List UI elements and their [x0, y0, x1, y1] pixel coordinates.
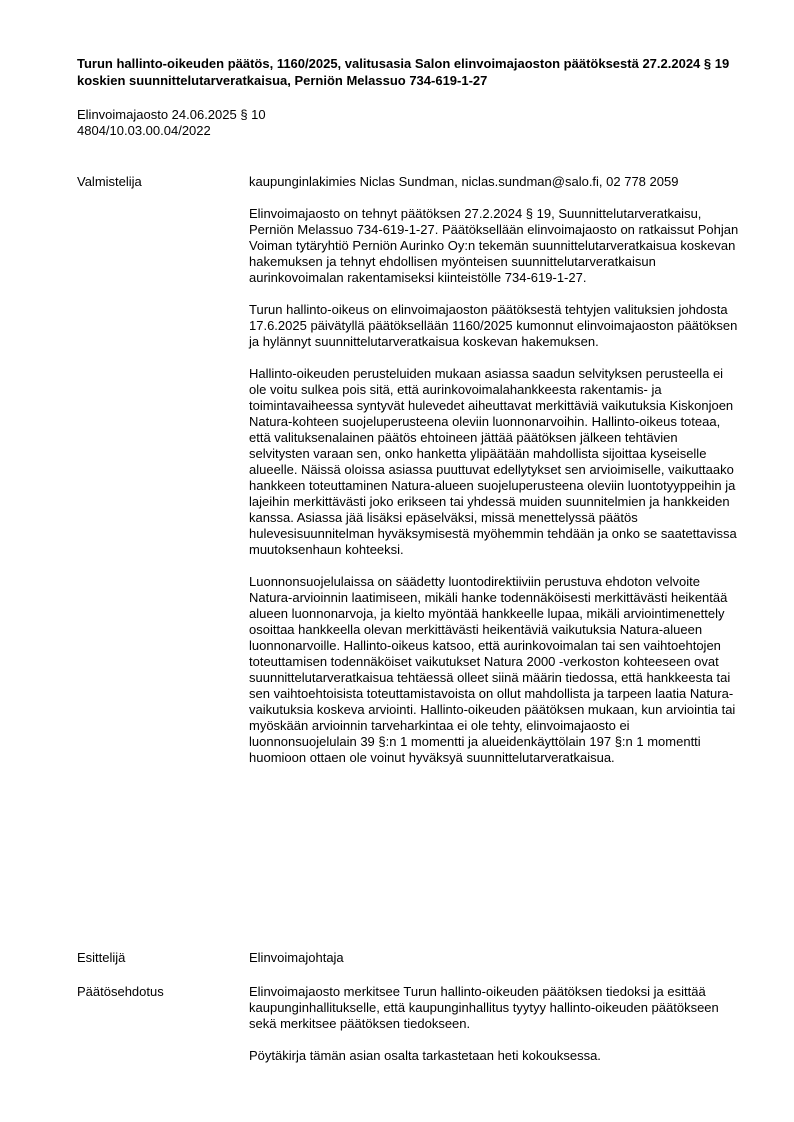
proposal-paragraph: Elinvoimajaosto merkitsee Turun hallinto-oikeuden päätöksen tiedoksi ja esittää kaupunginhallitukselle, että kaupunginhallitus tyytyy hallinto-oikeuden päätökseen sekä merkitsee päätöksen tiedokseen. — [249, 984, 719, 1031]
esittelija-value: Elinvoimajohtaja — [249, 950, 344, 965]
page-title: Turun hallinto-oikeuden päätös, 1160/2025, valitusasia Salon elinvoimajaoston päätöksestä 27.2.2024 § 19 koskien suunnittelutarveratkaisua, Perniön Melassuo 734-619-1-27 — [77, 56, 730, 88]
preparer-contact: kaupunginlakimies Niclas Sundman, niclas.sundman@salo.fi, 02 778 2059 — [249, 174, 679, 189]
paatosehdotus-label: Päätösehdotus — [77, 984, 164, 999]
paatosehdotus-content — [249, 984, 739, 1064]
body-paragraph: Elinvoimajaosto on tehnyt päätöksen 27.2.2024 § 19, Suunnittelutarveratkaisu, Perniön Melassuo 734-619-1-27. Päätöksellään elinvoimajaosto on ratkaissut Pohjan Voiman tytäryhtiö Perniön Aurinko Oy:n tekemän suunnittelutarveratkaisua koskevan hakemuksen ja tehnyt ehdollisen myönteisen suunnittelutarveratkaisun aurinkovoimalan rakentamiseksi kiinteistölle 734-619-1-27. — [249, 206, 739, 285]
body-paragraph: Turun hallinto-oikeus on elinvoimajaoston päätöksestä tehtyjen valituksien johdosta 17.6.2025 päivätyllä päätöksellään 1160/2025 kumonnut elinvoimajaoston päätöksen ja hylännyt suunnittelutarveratkaisua koskevan hakemuksen. — [249, 302, 738, 349]
valmistelija-content — [249, 174, 739, 766]
body-paragraph: Luonnonsuojelulaissa on säädetty luontodirektiiviin perustuva ehdoton velvoite Natura-arvioinnin laatimiseen, mikäli hanke todennäköisesti merkittävästi heikentää alueen luonnonarvoja, ja kielto myöntää hankkeelle lupaa, mikäli arviointimenettely osoittaa hankkeella olevan merkittävästi heikentäviä vaikutuksia Natura-alueen luonnonarvoille. Hallinto-oikeus katsoo, että aurinkovoimalan tai sen vaihtoehtojen toteuttamisen todennäköiset vaikutukset Natura 2000 -verkoston kohteeseen ovat suunnittelutarveratkaisua tehtäessä olleet siinä määrin tiedossa, että hankkeesta tai sen vaihtoehtoisista toteuttamistavoista on ollut mahdollista ja tarpeen laatia Natura-vaikutuksia koskeva arviointi. Hallinto-oikeuden päätöksen mukaan, kun arviointia tai myöskään arvioinnin tarveharkintaa ei ole tehty, elinvoimajaosto ei luonnonsuojelulain 39 §:n 1 momentti ja alueidenkäyttölain 197 §:n 1 momentti huomioon ottaen ole voinut hyväksyä suunnittelutarveratkaisua. — [249, 574, 736, 765]
record-number: 4804/10.03.00.04/2022 — [77, 123, 211, 138]
body-paragraph: Hallinto-oikeuden perusteluiden mukaan asiassa saadun selvityksen perusteella ei ole voitu sulkea pois sitä, että aurinkovoimalahankkeesta rakentamis- ja toimintavaiheessa syntyvät hulevedet aiheuttavat merkittäviä vaikutuksia Kiskonjoen Natura-kohteen suojeluperusteena oleviin luonnonarvoihin. Hallinto-oikeus toteaa, että valituksenalainen päätös ehtoineen jättää päätöksen jälkeen tehtävien selvitysten varaan sen, onko hanketta ylipäätään mahdollista sijoittaa kyseiselle alueelle. Näissä oloissa asiassa puuttuvat edellytykset sen arvioimiselle, vaikuttaako hankkeen toteuttaminen Natura-alueen suojeluperusteena oleviin luontotyyppeihin ja lajeihin merkittävästi joko erikseen tai yhdessä muiden suunnitelmien ja hankkeiden kanssa. Asiassa jää lisäksi epäselväksi, missä menettelyssä päätös hulevesisuunnitelman hyväksymisestä myöhemmin tehdään ja onko se saatettavissa muutoksenhaun kohteeksi. — [249, 366, 737, 557]
valmistelija-label: Valmistelija — [77, 174, 142, 189]
meeting-info — [77, 107, 266, 139]
esittelija-label: Esittelijä — [77, 950, 126, 965]
proposal-paragraph: Pöytäkirja tämän asian osalta tarkastetaan heti kokouksessa. — [249, 1048, 601, 1063]
meeting-reference: Elinvoimajaosto 24.06.2025 § 10 — [77, 107, 266, 122]
